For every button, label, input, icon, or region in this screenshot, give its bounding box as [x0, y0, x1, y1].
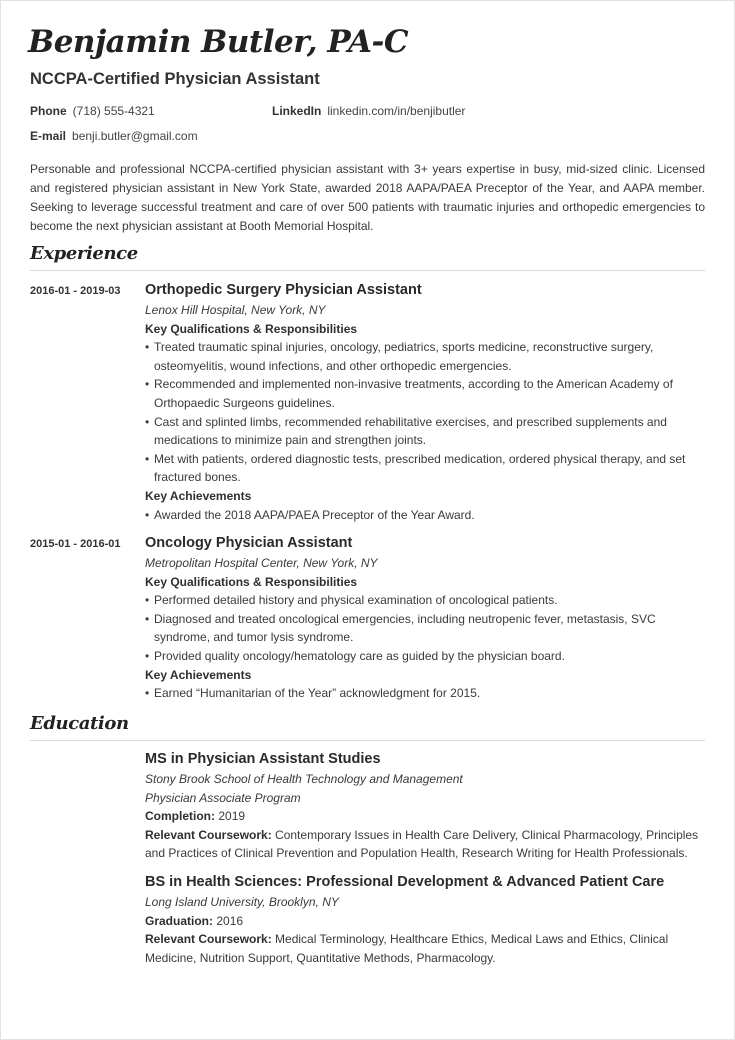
job-2 [145, 533, 705, 703]
list-item: • Cast and splinted limbs, recommended rehabilitative exercises, and prescribed supplements and medications to minimize pain and strengthen joints. [145, 413, 705, 450]
degree-1 [145, 749, 705, 863]
list-item: • Met with patients, ordered diagnostic tests, prescribed medication, ordered physical therapy, and set fractured bones. [145, 450, 705, 487]
contact-email [30, 129, 198, 143]
candidate-name: Benjamin Butler, PA-C [28, 24, 409, 60]
graduation-value: 2016 [216, 913, 244, 928]
job-2-dates: 2015-01 - 2016-01 [30, 538, 121, 550]
graduation-label: Graduation: [145, 913, 213, 928]
phone-value[interactable]: (718) 555-4321 [72, 104, 155, 118]
job-1-resp-list [145, 338, 705, 487]
job-2-resp-label: Key Qualifications & Responsibilities [145, 574, 358, 589]
job-2-resp-list [145, 591, 705, 665]
completion-value: 2019 [218, 809, 246, 824]
list-item: • Awarded the 2018 AAPA/PAEA Preceptor of the Year Award. [145, 506, 705, 525]
education-heading: Education [30, 713, 129, 734]
experience-heading: Experience [30, 243, 138, 264]
summary-paragraph: Personable and professional NCCPA-certified physician assistant with 3+ years expertise in busy, mid-sized clinic. Licensed and registered physician assistant in New York State, awarded 2018 AAPA/PAEA Preceptor of the Year, and AAPA member. Seeking to leverage successful treatment and care of over 500 patients with traumatic injuries and orthopedic emergencies to become the next physician assistant at Booth Memorial Hospital. [30, 162, 705, 233]
list-item: • Provided quality oncology/hematology care as guided by the physician board. [145, 647, 705, 666]
job-2-ach-label: Key Achievements [145, 667, 252, 682]
degree-2 [145, 872, 705, 967]
professional-title: NCCPA-Certified Physician Assistant [30, 70, 320, 88]
degree-2-school: Long Island University, Brooklyn, NY [145, 895, 339, 909]
job-2-employer: Metropolitan Hospital Center, New York, NY [145, 556, 378, 570]
coursework-label: Relevant Coursework: [145, 827, 272, 842]
list-item: • Recommended and implemented non-invasive treatments, according to the American Academy of Orthopaedic Surgeons guidelines. [145, 375, 705, 412]
degree-2-coursework [145, 930, 705, 967]
job-2-ach-list [145, 684, 705, 703]
list-item: • Earned “Humanitarian of the Year” acknowledgment for 2015. [145, 684, 705, 703]
linkedin-label: LinkedIn [272, 104, 322, 118]
degree-1-coursework [145, 826, 705, 863]
job-1-resp-label: Key Qualifications & Responsibilities [145, 321, 358, 336]
contact-linkedin [272, 104, 465, 118]
coursework-value: Contemporary Issues in Health Care Delivery, Clinical Pharmacology, Principles and Practices of Clinical Prevention and Population Health, Research Writing for Health Professionals. [145, 827, 699, 861]
list-item: • Treated traumatic spinal injuries, oncology, pediatrics, sports medicine, reconstructive surgery, osteomyelitis, wound infections, and other orthopedic emergencies. [145, 338, 705, 375]
experience-divider [30, 270, 705, 271]
job-1 [145, 280, 705, 524]
degree-2-graduation [145, 912, 705, 931]
job-1-ach-list [145, 506, 705, 525]
degree-1-school: Stony Brook School of Health Technology and Management [145, 772, 463, 786]
job-2-title: Oncology Physician Assistant [145, 535, 353, 551]
completion-label: Completion: [145, 809, 215, 824]
contact-phone [30, 104, 155, 118]
degree-2-title: BS in Health Sciences: Professional Development & Advanced Patient Care [145, 874, 665, 890]
email-value[interactable]: benji.butler@gmail.com [72, 129, 198, 143]
list-item: • Performed detailed history and physical examination of oncological patients. [145, 591, 705, 610]
email-label: E-mail [30, 129, 67, 143]
list-item: • Diagnosed and treated oncological emergencies, including neutropenic fever, metastasis, SVC syndrome, and tumor lysis syndrome. [145, 610, 705, 647]
education-divider [30, 740, 705, 741]
job-1-employer: Lenox Hill Hospital, New York, NY [145, 303, 326, 317]
coursework-label: Relevant Coursework: [145, 932, 272, 947]
job-1-dates: 2016-01 - 2019-03 [30, 285, 121, 297]
degree-1-completion [145, 807, 705, 826]
degree-1-title: MS in Physician Assistant Studies [145, 751, 381, 767]
phone-label: Phone [30, 104, 67, 118]
coursework-value: Medical Terminology, Healthcare Ethics, Medical Laws and Ethics, Clinical Medicine, Nutrition Support, Quantitative Methods, Pharmacology. [145, 932, 669, 965]
job-1-ach-label: Key Achievements [145, 488, 252, 503]
degree-1-program: Physician Associate Program [145, 790, 301, 805]
linkedin-value[interactable]: linkedin.com/in/benjibutler [327, 104, 466, 118]
job-1-title: Orthopedic Surgery Physician Assistant [145, 282, 422, 298]
